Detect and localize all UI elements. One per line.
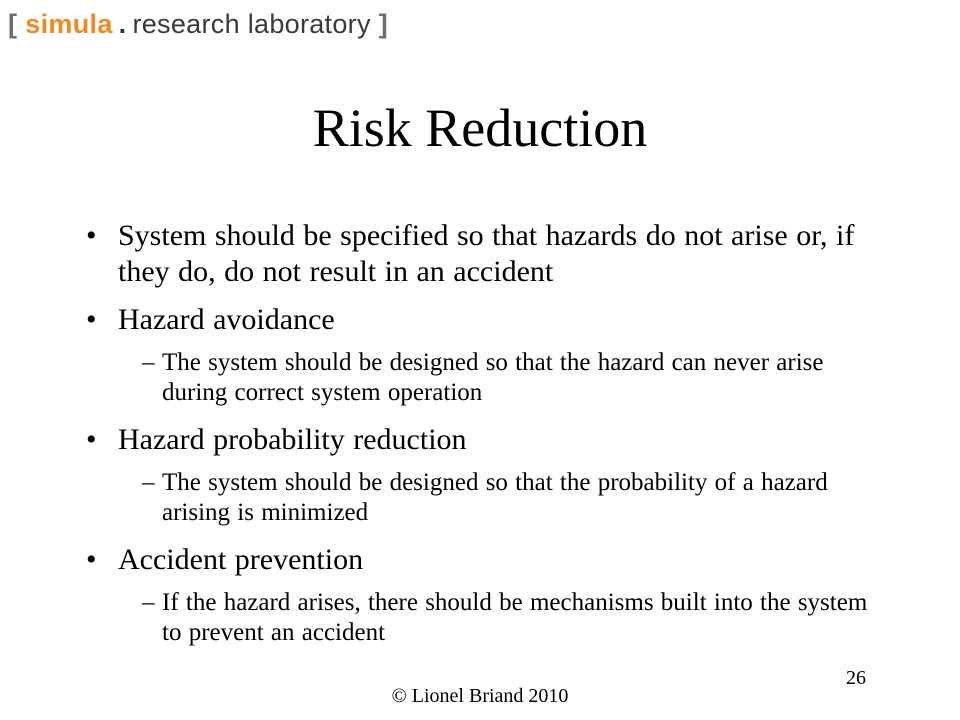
dash-icon: – xyxy=(142,349,155,376)
sub-bullet-text: The system should be designed so that the hazard can never arise during correct system operation xyxy=(162,349,824,406)
bullet-icon: • xyxy=(86,423,97,456)
bullet-item xyxy=(82,422,882,458)
logo-bracket-close: ] xyxy=(378,8,389,39)
sub-bullet-text: The system should be designed so that the probability of a hazard arising is minimized xyxy=(162,469,828,526)
bullet-text: Hazard avoidance xyxy=(118,303,335,336)
sub-bullet-item xyxy=(142,468,882,528)
copyright-footer: © Lionel Briand 2010 xyxy=(391,685,569,707)
sub-bullet-item xyxy=(142,588,882,648)
bullet-item xyxy=(82,542,882,578)
logo-lab-text: research laboratory xyxy=(132,8,371,39)
sub-bullet-item xyxy=(142,348,882,408)
logo-separator: . xyxy=(118,8,127,39)
logo-bracket-open: [ xyxy=(8,8,18,39)
bullet-text: Accident prevention xyxy=(118,543,364,576)
bullet-item xyxy=(82,218,882,290)
simula-logo xyxy=(8,4,388,44)
page-number: 26 xyxy=(846,667,866,689)
bullet-icon: • xyxy=(86,303,97,336)
sub-bullet-text: If the hazard arises, there should be mechanisms built into the system to prevent an accident xyxy=(162,589,868,646)
dash-icon: – xyxy=(142,589,155,616)
bullet-icon: • xyxy=(86,219,97,252)
bullet-text: System should be specified so that hazards do not arise or, if they do, do not result in an accident xyxy=(118,219,855,288)
bullet-text: Hazard probability reduction xyxy=(118,423,467,456)
slide-body xyxy=(82,218,882,662)
logo-brand-text: simula xyxy=(25,8,113,39)
bullet-icon: • xyxy=(86,543,97,576)
bullet-item xyxy=(82,302,882,338)
dash-icon: – xyxy=(142,469,155,496)
slide-title: Risk Reduction xyxy=(312,98,648,158)
